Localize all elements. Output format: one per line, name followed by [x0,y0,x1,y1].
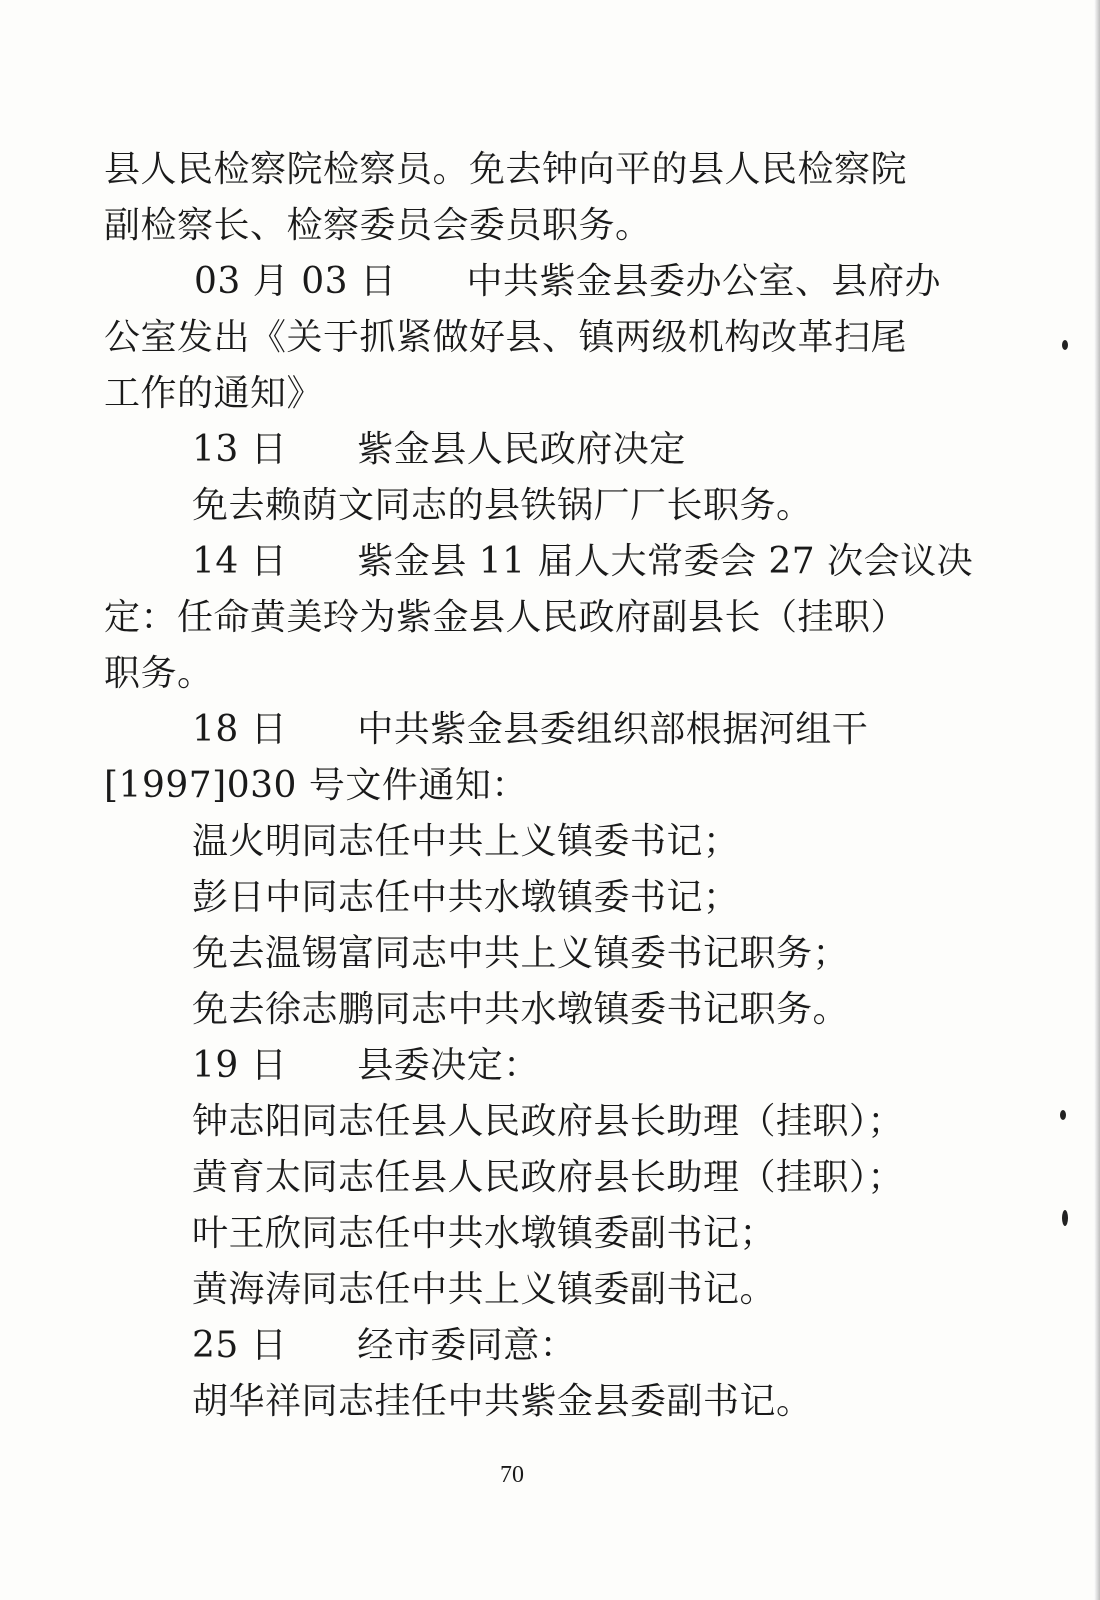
text-line: 胡华祥同志挂任中共紫金县委副书记。 [192,1381,813,1422]
entry-date: 18 日 [192,709,288,750]
text-line: 钟志阳同志任县人民政府县长助理（挂职）； [192,1101,905,1142]
entry-line [104,1318,944,1374]
scan-speck [1062,340,1068,350]
text-line: [1997]030 号文件通知： [104,765,528,806]
text-line: 县人民检察院检察员。免去钟向平的县人民检察院 [104,149,908,190]
scan-speck [1060,1110,1066,1120]
text-line: 工作的通知》 [104,373,324,414]
entry-date: 14 日 [192,541,288,582]
entry-text: 中共紫金县委办公室、县府办 [466,261,941,302]
text-line: 免去赖荫文同志的县铁锅厂厂长职务。 [192,485,813,526]
entry-line [104,254,944,310]
entry-line [104,422,944,478]
text-line: 温火明同志任中共上义镇委书记； [192,821,740,862]
text-line: 免去徐志鹏同志中共水墩镇委书记职务。 [192,989,850,1030]
text-line: 黄育太同志任县人民政府县长助理（挂职）； [192,1157,905,1198]
entry-date: 13 日 [192,429,288,470]
scan-edge [1094,0,1100,1600]
entry-text: 县委决定： [357,1045,540,1086]
entry-line [104,534,974,590]
text-line: 定：任命黄美玲为紫金县人民政府副县长（挂职） [104,597,908,638]
entry-text: 紫金县 11 届人大常委会 27 次会议决 [357,541,974,582]
text-line: 叶王欣同志任中共水墩镇委副书记； [192,1213,777,1254]
text-line: 免去温锡富同志中共上义镇委书记职务； [192,933,850,974]
entry-date: 19 日 [192,1045,288,1086]
text-line: 职务。 [104,653,214,694]
entry-text: 紫金县人民政府决定 [357,429,686,470]
text-line: 彭日中同志任中共水墩镇委书记； [192,877,740,918]
page-number: 70 [500,1462,524,1488]
text-line: 副检察长、检察委员会委员职务。 [104,205,652,246]
chronicle-text [104,142,974,1430]
entry-line [104,702,944,758]
entry-text: 中共紫金县委组织部根据河组干 [357,709,869,750]
entry-date: 03 月 03 日 [194,261,397,302]
entry-text: 经市委同意： [357,1325,577,1366]
text-line: 公室发出《关于抓紧做好县、镇两级机构改革扫尾 [104,317,908,358]
scan-speck [1062,1210,1068,1226]
text-line: 黄海涛同志任中共上义镇委副书记。 [192,1269,777,1310]
entry-line [104,1038,944,1094]
entry-date: 25 日 [192,1325,288,1366]
